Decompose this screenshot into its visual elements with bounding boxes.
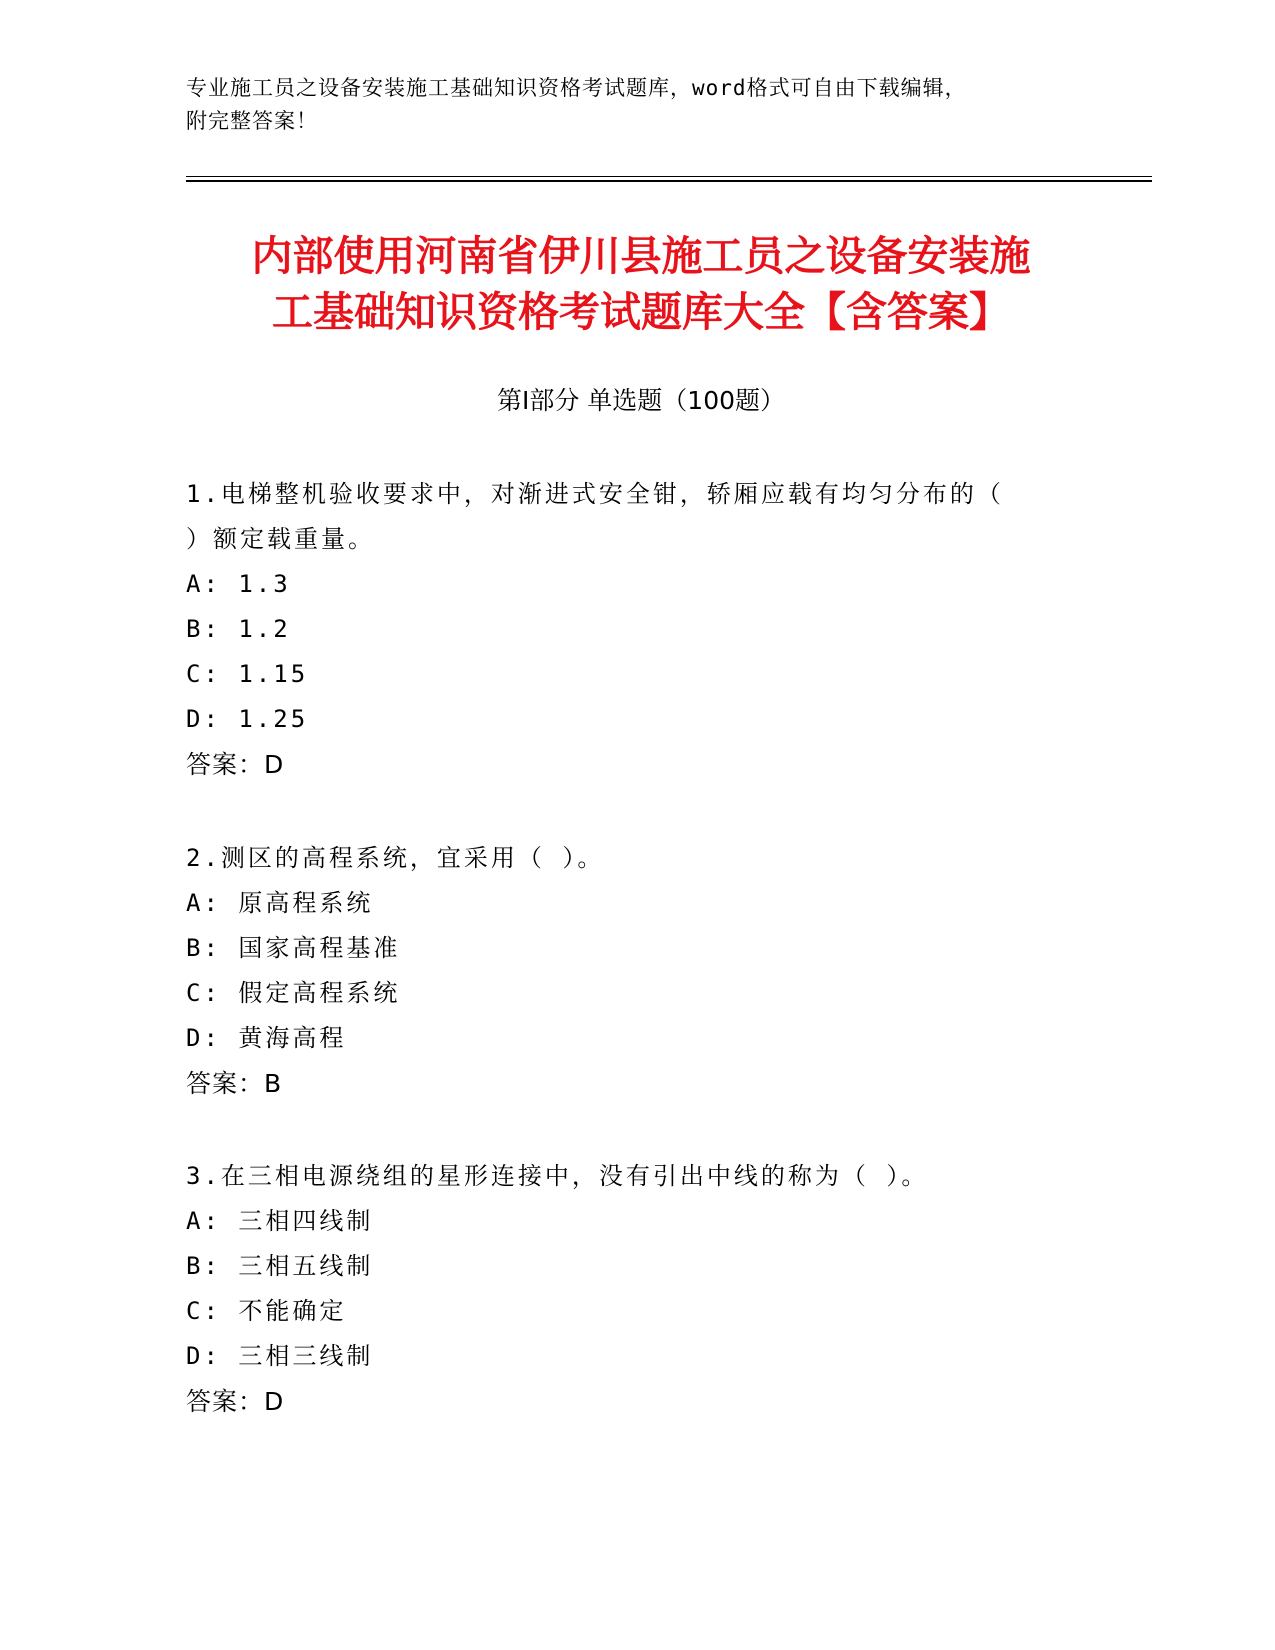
header-note-line-2: 附完整答案！ bbox=[186, 109, 318, 133]
option-c: C: 假定高程系统 bbox=[186, 979, 401, 1007]
option-d: D: 三相三线制 bbox=[186, 1342, 374, 1370]
option-b: B: 国家高程基准 bbox=[186, 934, 401, 962]
option-a: A: 三相四线制 bbox=[186, 1207, 374, 1235]
section-heading: 第Ⅰ部分 单选题（100题） bbox=[496, 386, 786, 415]
question-2 bbox=[186, 836, 1066, 1106]
answer: 答案：D bbox=[186, 750, 285, 779]
document-title-line-2: 工基础知识资格考试题库大全【含答案】 bbox=[272, 288, 1010, 336]
document-title-line-1: 内部使用河南省伊川县施工员之设备安装施 bbox=[251, 232, 1031, 280]
question-3 bbox=[186, 1154, 1066, 1424]
question-stem: 3.在三相电源绕组的星形连接中，没有引出中线的称为（ ）。 bbox=[186, 1162, 929, 1190]
question-stem: 1.电梯整机验收要求中，对渐进式安全钳，轿厢应载有均匀分布的（ bbox=[186, 480, 1004, 508]
answer: 答案：D bbox=[186, 1387, 285, 1416]
question-stem-continued: ）额定载重量。 bbox=[186, 525, 375, 553]
header-note bbox=[186, 72, 1066, 138]
answer: 答案：B bbox=[186, 1069, 283, 1098]
option-d: D: 黄海高程 bbox=[186, 1024, 347, 1052]
header-rule-thin bbox=[186, 176, 1152, 177]
option-a: A: 原高程系统 bbox=[186, 889, 374, 917]
option-c: C: 不能确定 bbox=[186, 1297, 347, 1325]
question-1 bbox=[186, 472, 1066, 787]
option-b: B: 1.2 bbox=[186, 615, 291, 643]
option-c: C: 1.15 bbox=[186, 660, 309, 688]
option-d: D: 1.25 bbox=[186, 705, 309, 733]
header-rule-thick bbox=[186, 180, 1152, 182]
question-stem: 2.测区的高程系统，宜采用（ ）。 bbox=[186, 844, 605, 872]
option-b: B: 三相五线制 bbox=[186, 1252, 374, 1280]
header-note-line-1: 专业施工员之设备安装施工基础知识资格考试题库，word格式可自由下载编辑， bbox=[186, 76, 967, 100]
document-title bbox=[186, 228, 1096, 340]
option-a: A: 1.3 bbox=[186, 570, 291, 598]
